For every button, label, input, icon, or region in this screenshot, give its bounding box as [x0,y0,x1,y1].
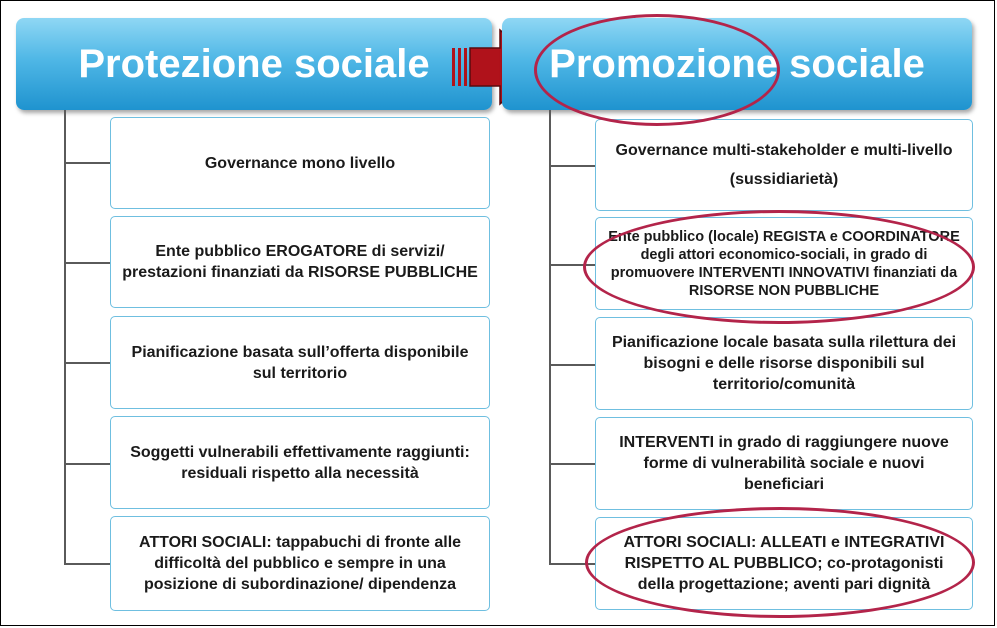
left-item-box [110,316,490,409]
left-item-text: Pianificazione basata sull’offerta disponibile sul territorio [131,343,469,382]
right-connector-branch [549,563,595,565]
header-promozione-sociale [502,18,972,110]
left-connector-branch [64,563,110,565]
right-connector-branch [549,264,595,266]
right-connector-branch [549,463,595,465]
left-item-text: ATTORI SOCIALI: tappabuchi di fronte alle difficoltà del pubblico e sempre in una posizione di subordinazione/ dipendenza [138,534,462,593]
header-right-title: Promozione sociale [549,41,925,86]
left-connector-branch [64,463,110,465]
right-item-box [595,517,973,610]
right-connector-branch [549,165,595,167]
left-connector-trunk [64,110,66,565]
right-item-text: Ente pubblico (locale) REGISTA e COORDINATORE degli attori economico-sociali, in grado di promuovere INTERVENTI INNOVATIVI finanziati da RISORSE NON PUBBLICHE [608,228,960,299]
right-connector-trunk [549,110,551,565]
left-connector-branch [64,362,110,364]
right-item-text: Governance multi-stakeholder e multi-livello (sussidiarietà) [615,142,953,188]
left-item-text: Soggetti vulnerabili effettivamente raggiunti: residuali rispetto alla necessità [130,443,470,482]
left-item-box [110,117,490,209]
right-item-text: ATTORI SOCIALI: ALLEATI e INTEGRATIVI RISPETTO AL PUBBLICO; co-protagonisti della progettazione; aventi pari dignità [623,534,945,593]
left-item-box [110,416,490,509]
right-connector-branch [549,364,595,366]
left-item-box [110,516,490,611]
left-connector-branch [64,262,110,264]
header-protezione-sociale [16,18,492,110]
right-item-box [595,217,973,310]
right-item-box [595,317,973,410]
left-connector-branch [64,162,110,164]
right-item-text: Pianificazione locale basata sulla rilettura dei bisogni e delle risorse disponibili sul territorio/comunità [611,334,957,393]
right-item-box [595,417,973,510]
right-item-text: INTERVENTI in grado di raggiungere nuove forme di vulnerabilità sociale e nuovi beneficiari [619,434,949,493]
left-item-text: Ente pubblico EROGATORE di servizi/ prestazioni finanziati da RISORSE PUBBLICHE [122,243,478,281]
right-item-box [595,119,973,211]
left-item-box [110,216,490,308]
header-left-title: Protezione sociale [78,41,430,86]
left-item-text: Governance mono livello [204,154,396,172]
